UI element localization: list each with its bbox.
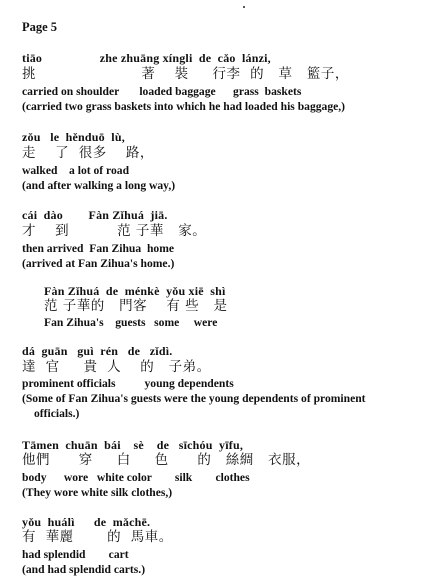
- hanzi-line-3: 才 到 范 子華 家。: [22, 223, 207, 239]
- translation-line-5: (Some of Fan Zihua's guests were the young dependents of prominent: [22, 392, 366, 405]
- pinyin-line-7: yǒu huálì de mǎchē.: [22, 515, 151, 529]
- pinyin-line-3: cái dào Fàn Zǐhuá jiā.: [22, 208, 168, 222]
- hanzi-line-7: 有 華麗 的 馬車。: [22, 529, 173, 545]
- hanzi-line-1: 挑 著 裝 行李 的 草 籃子，: [22, 66, 349, 82]
- gloss-line-5: prominent officials young dependents: [22, 377, 234, 390]
- gloss-line-3: then arrived Fan Zihua home: [22, 242, 175, 255]
- pinyin-line-1: tiāo zhe zhuāng xíngli de cǎo lánzi,: [22, 51, 271, 65]
- translation-line-3: (arrived at Fan Zihua's home.): [22, 257, 175, 270]
- gloss-line-2: walked a lot of road: [22, 164, 130, 177]
- gloss-line-7: had splendid cart: [22, 548, 129, 561]
- gloss-line-4: Fan Zihua's guests some were: [44, 316, 218, 329]
- page-title: Page 5: [22, 20, 58, 34]
- scan-speck: [243, 6, 245, 8]
- hanzi-line-6: 他們 穿 白 色 的 絲綢 衣服，: [22, 452, 311, 468]
- hanzi-line-2: 走 了 很多 路，: [22, 145, 154, 161]
- pinyin-line-2: zǒu le hěnduō lù,: [22, 130, 125, 144]
- hanzi-line-4: 范 子華的 門客 有 些 是: [44, 298, 228, 314]
- translation-line-6: (They wore white silk clothes,): [22, 486, 173, 499]
- pinyin-line-6: Tāmen chuān bái sè de sīchóu yīfu,: [22, 438, 244, 452]
- translation-line-7: (and had splendid carts.): [22, 563, 146, 576]
- pinyin-line-4: Fàn Zǐhuá de ménkè yǒu xiē shì: [44, 284, 226, 298]
- pinyin-line-5: dá guān guì rén de zǐdì.: [22, 344, 173, 358]
- translation-line-2: (and after walking a long way,): [22, 179, 176, 192]
- translation-line-5-cont: officials.): [34, 407, 80, 420]
- hanzi-line-5: 達 官 貴 人 的 子弟。: [22, 359, 211, 375]
- translation-line-1: (carried two grass baskets into which he had loaded his baggage,): [22, 100, 346, 113]
- gloss-line-1: carried on shoulder loaded baggage grass baskets: [22, 85, 302, 98]
- gloss-line-6: body wore white color silk clothes: [22, 471, 250, 484]
